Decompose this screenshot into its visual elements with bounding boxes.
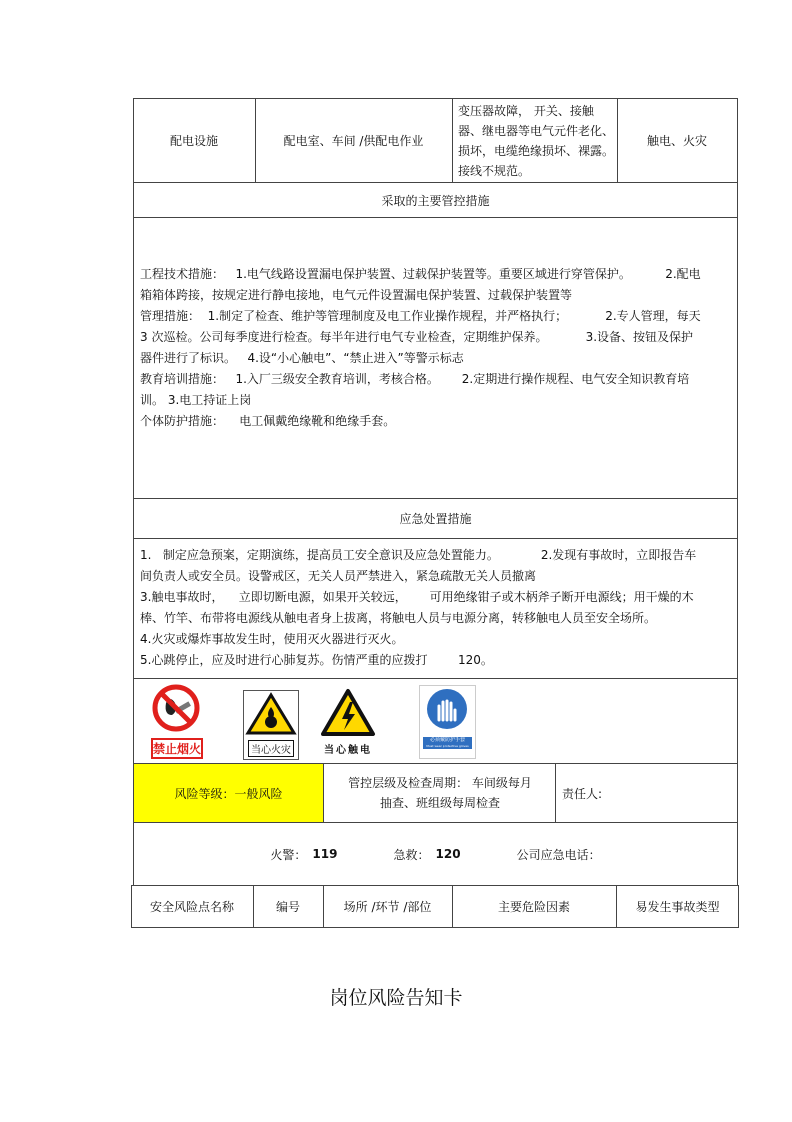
control-line: 器件进行了标识。 4.设“小心触电”、“禁止进入”等警示标志 xyxy=(140,351,464,365)
control-level xyxy=(325,763,555,823)
controls-header: 采取的主要管控措施 xyxy=(381,193,490,208)
no-fire-sign xyxy=(148,683,208,759)
control-line: 个体防护措施： 电工佩戴绝缘靴和绝缘手套。 xyxy=(140,414,396,428)
sign-label: 当心触电 xyxy=(324,745,372,756)
emergency-header: 应急处置措施 xyxy=(399,512,472,526)
ambulance-number: 120 xyxy=(435,847,461,861)
sign-label: 禁止烟火 xyxy=(151,738,203,759)
emergency-measures xyxy=(140,545,732,671)
gloves-mandatory-sign xyxy=(419,685,476,759)
control-line: 管理措施： 1.制定了检查、维护等管理制度及电工作业操作规程，并严格执行； 2.专人管理，每天 xyxy=(140,309,701,323)
responsible-person: 责任人: xyxy=(562,786,603,801)
column-header: 编号 xyxy=(275,900,300,914)
sign-label xyxy=(423,737,472,749)
accident-types: 触电、火灾 xyxy=(646,134,707,148)
column-header: 安全风险点名称 xyxy=(149,900,234,914)
fire-label: 火警： xyxy=(270,847,307,862)
sign-label: 当心火灾 xyxy=(248,740,294,757)
control-line: 工程技术措施： 1.电气线路设置漏电保护装置、过载保护装置等。重要区域进行穿管保护。 2.配电 xyxy=(140,267,701,281)
main-hazards: 变压器故障， 开关、接触器、继电器等电气元件老化、损坏，电缆绝缘损坏、裸露。接线不规范。 xyxy=(458,103,615,178)
emergency-line: 间负责人或安全员。设警戒区，无关人员严禁进入，紧急疏散无关人员撤离 xyxy=(140,569,537,583)
ambulance-label: 急救： xyxy=(393,847,430,862)
emergency-line: 5.心跳停止，应及时进行心肺复苏。伤情严重的应拨打 120。 xyxy=(140,653,493,667)
control-line: 箱箱体跨接，按规定进行静电接地，电气元件设置漏电保护装置、过载保护装置等 xyxy=(140,288,573,302)
emergency-line: 4.火灾或爆炸事故发生时，使用灭火器进行灭火。 xyxy=(140,632,404,646)
column-header: 主要危险因素 xyxy=(497,900,570,914)
sign-label-en: Must wear protective gloves xyxy=(426,744,469,748)
sign-label-cn: 必须戴防护手套 xyxy=(429,737,465,743)
risk-location: 配电室、车间 /供配电作业 xyxy=(283,134,424,148)
card-title: 岗位风险告知卡 xyxy=(329,987,463,1009)
divider xyxy=(452,98,453,183)
column-header: 易发生事故类型 xyxy=(635,900,720,914)
emergency-line: 1. 制定应急预案，定期演练，提高员工安全意识及应急处置能力。 2.发现有事故时，立即报告车 xyxy=(140,548,697,562)
emergency-phones xyxy=(133,822,738,886)
control-line: 3 次巡检。公司每季度进行检查。每半年进行电气专业检查，定期维护保养。 3.设备、按钮及保护 xyxy=(140,330,694,344)
fire-number: 119 xyxy=(312,847,338,861)
emergency-line: 棒、竹竿、布带将电源线从触电者身上拔离，将触电人员与电源分离，转移触电人员至安全场所。 xyxy=(140,611,657,625)
column-header: 场所 /环节 /部位 xyxy=(343,900,432,914)
control-line: 训。 3.电工持证上岗 xyxy=(140,393,252,407)
control-measures xyxy=(140,264,732,432)
company-phone-label: 公司应急电话： xyxy=(516,847,601,862)
divider xyxy=(555,763,556,823)
control-level-line: 抽查、班组级每周检查 xyxy=(379,796,500,810)
electric-warning-sign xyxy=(320,688,376,758)
fire-warning-sign xyxy=(243,690,299,760)
emergency-line: 3.触电事故时， 立即切断电源，如果开关较远， 可用绝缘钳子或木柄斧子断开电源线；用干燥的木 xyxy=(140,590,694,604)
control-level-line: 管控层级及检查周期： 车间级每月 xyxy=(348,776,532,790)
risk-point-name: 配电设施 xyxy=(169,134,218,148)
control-line: 教育培训措施： 1.入厂三级安全教育培训，考核合格。 2.定期进行操作规程、电气安全知识教育培 xyxy=(140,372,690,386)
risk-level: 风险等级：一般风险 xyxy=(134,764,324,822)
